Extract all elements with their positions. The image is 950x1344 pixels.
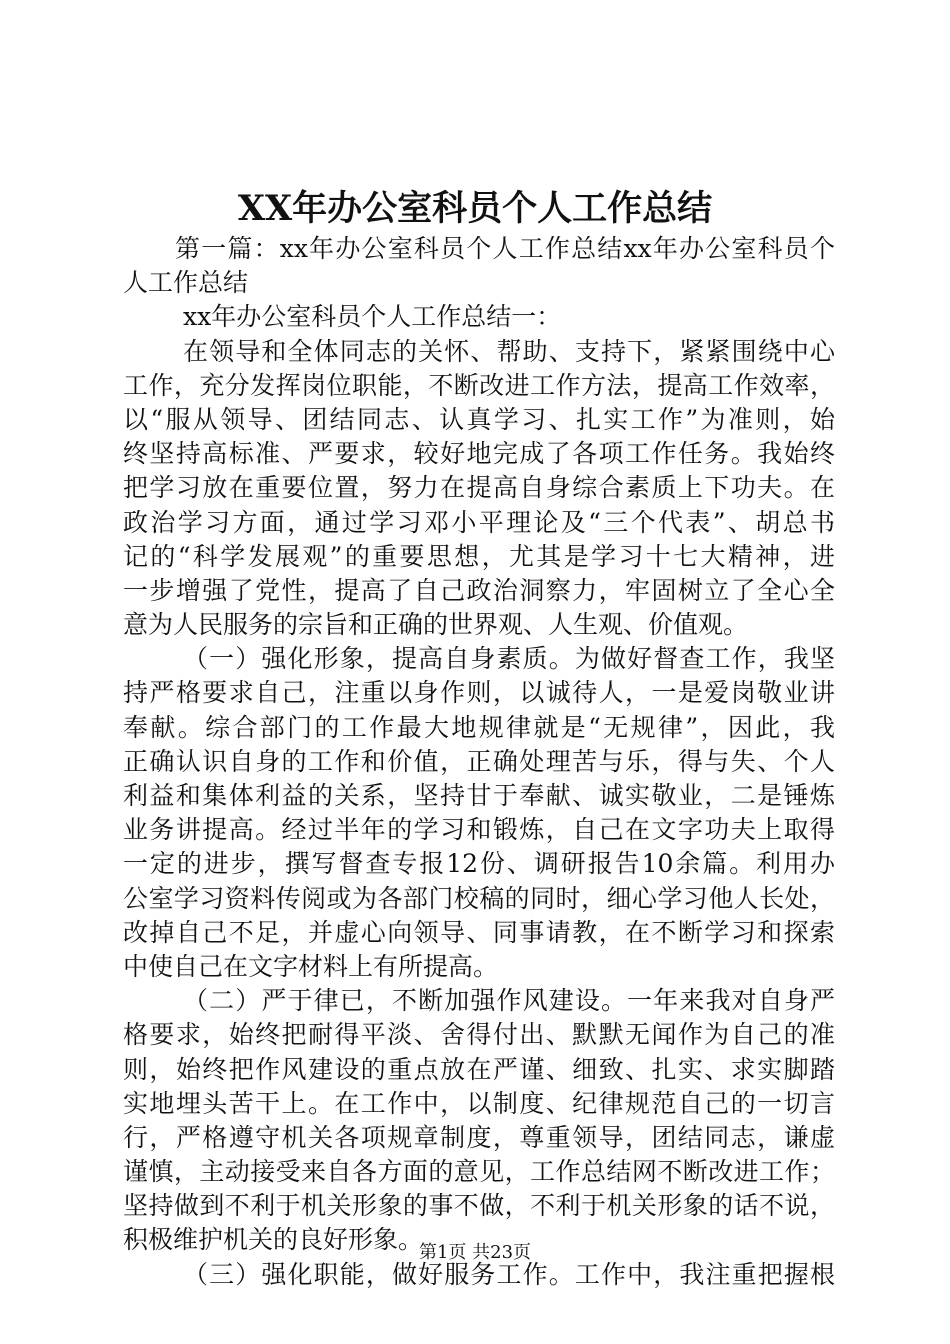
body-line: 坚持做到不利于机关形象的事不做，不利于机关形象的话不说， <box>123 1191 835 1221</box>
body-line: 把学习放在重要位置，努力在提高自身综合素质上下功夫。在 <box>123 473 835 503</box>
body-line: 工作，充分发挥岗位职能，不断改进工作方法，提高工作效率， <box>123 370 835 400</box>
body-line: 意为人民服务的宗旨和正确的世界观、人生观、价值观。 <box>123 610 749 640</box>
body-line: （一）强化形象，提高自身素质。为做好督查工作，我坚 <box>183 644 835 674</box>
body-line: （三）强化职能，做好服务工作。工作中，我注重把握根 <box>183 1259 835 1289</box>
body-line: 终坚持高标准、严要求，较好地完成了各项工作任务。我始终 <box>123 439 835 469</box>
body-line: 记的“科学发展观”的重要思想，尤其是学习十七大精神，进 <box>123 541 835 571</box>
body-line: 改掉自己不足，并虚心向领导、同事请教，在不断学习和探索 <box>123 917 835 947</box>
body-line: 业务讲提高。经过半年的学习和锻炼，自己在文字功夫上取得 <box>123 815 835 845</box>
body-line: 以“服从领导、团结同志、认真学习、扎实工作”为准则，始 <box>123 404 835 434</box>
document-body <box>123 232 835 1292</box>
body-line: 公室学习资料传阅或为各部门校稿的同时，细心学习他人长处， <box>123 883 835 913</box>
body-line: 在领导和全体同志的关怀、帮助、支持下，紧紧围绕中心 <box>183 336 835 366</box>
body-line: 积极维护机关的良好形象。 <box>123 1225 424 1255</box>
body-line: 人工作总结 <box>123 268 249 298</box>
body-line: 行，严格遵守机关各项规章制度，尊重领导，团结同志，谦虚 <box>123 1122 835 1152</box>
document-title: XX年办公室科员个人工作总结 <box>237 188 713 229</box>
page-footer: 第1页 共23页 <box>418 1242 532 1263</box>
body-line: 则，始终把作风建设的重点放在严谨、细致、扎实、求实脚踏 <box>123 1054 835 1084</box>
body-line: xx年办公室科员个人工作总结一： <box>183 302 562 332</box>
body-line: 谨慎，主动接受来自各方面的意见，工作总结网不断改进工作； <box>123 1157 835 1187</box>
body-line: 持严格要求自己，注重以身作则，以诚待人，一是爱岗敬业讲 <box>123 678 835 708</box>
body-line: 格要求，始终把耐得平淡、舍得付出、默默无闻作为自己的准 <box>123 1020 835 1050</box>
body-line: 第一篇：xx年办公室科员个人工作总结xx年办公室科员个 <box>175 234 835 263</box>
body-line: 奉献。综合部门的工作最大地规律就是“无规律”，因此，我 <box>123 712 835 742</box>
body-line: 政治学习方面，通过学习邓小平理论及“三个代表”、胡总书 <box>123 507 835 537</box>
body-line: （二）严于律已，不断加强作风建设。一年来我对自身严 <box>183 986 835 1016</box>
body-line: 正确认识自身的工作和价值，正确处理苦与乐，得与失、个人 <box>123 746 835 776</box>
body-line: 一步增强了党性，提高了自己政治洞察力，牢固树立了全心全 <box>123 575 835 605</box>
body-line: 实地埋头苦干上。在工作中，以制度、纪律规范自己的一切言 <box>123 1088 835 1118</box>
body-line: 一定的进步，撰写督查专报12份、调研报告10余篇。利用办 <box>123 849 835 879</box>
body-line: 中使自己在文字材料上有所提高。 <box>123 951 499 981</box>
body-line: 利益和集体利益的关系，坚持甘于奉献、诚实敬业，二是锤炼 <box>123 781 835 810</box>
